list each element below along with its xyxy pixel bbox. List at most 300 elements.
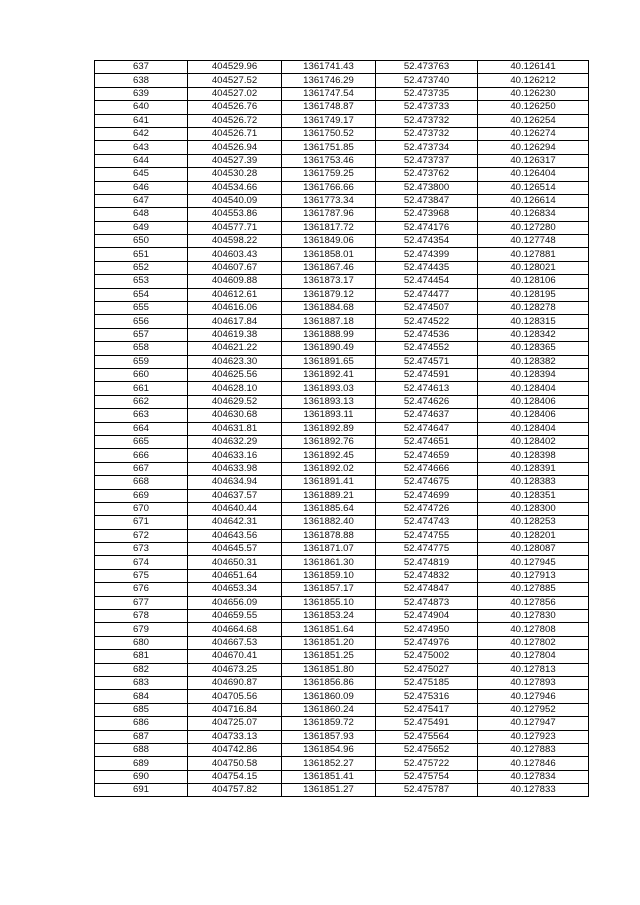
table-cell: 404630.68 xyxy=(188,409,282,422)
table-row xyxy=(95,114,589,127)
table-cell: 1361891.41 xyxy=(282,476,376,489)
table-cell: 1361858.01 xyxy=(282,248,376,261)
table-cell: 1361893.03 xyxy=(282,382,376,395)
table-cell: 1361851.25 xyxy=(282,650,376,663)
table-cell: 404526.72 xyxy=(188,114,282,127)
table-cell: 685 xyxy=(95,703,188,716)
coordinates-table xyxy=(94,60,589,797)
table-cell: 651 xyxy=(95,248,188,261)
table-cell: 1361857.17 xyxy=(282,583,376,596)
table-cell: 40.128253 xyxy=(478,516,589,529)
table-cell: 404667.53 xyxy=(188,636,282,649)
table-cell: 52.473734 xyxy=(376,141,478,154)
table-cell: 404725.07 xyxy=(188,717,282,730)
table-cell: 404634.94 xyxy=(188,476,282,489)
table-cell: 1361851.64 xyxy=(282,623,376,636)
table-row xyxy=(95,181,589,194)
table-cell: 1361747.54 xyxy=(282,87,376,100)
table-cell: 40.127808 xyxy=(478,623,589,636)
table-cell: 641 xyxy=(95,114,188,127)
table-cell: 1361854.96 xyxy=(282,743,376,756)
table-cell: 404670.41 xyxy=(188,650,282,663)
table-row xyxy=(95,342,589,355)
table-row xyxy=(95,743,589,756)
table-row xyxy=(95,610,589,623)
table-row xyxy=(95,690,589,703)
table-cell: 637 xyxy=(95,61,188,74)
table-cell: 1361851.80 xyxy=(282,663,376,676)
table-cell: 404673.25 xyxy=(188,663,282,676)
table-cell: 1361892.89 xyxy=(282,422,376,435)
table-cell: 40.126294 xyxy=(478,141,589,154)
table-cell: 679 xyxy=(95,623,188,636)
table-row xyxy=(95,61,589,74)
table-cell: 52.474666 xyxy=(376,462,478,475)
table-cell: 40.128406 xyxy=(478,395,589,408)
table-cell: 1361867.46 xyxy=(282,261,376,274)
table-cell: 404623.30 xyxy=(188,355,282,368)
table-cell: 40.128365 xyxy=(478,342,589,355)
table-cell: 1361892.45 xyxy=(282,449,376,462)
table-cell: 672 xyxy=(95,529,188,542)
table-cell: 657 xyxy=(95,328,188,341)
table-cell: 655 xyxy=(95,302,188,315)
table-cell: 404540.09 xyxy=(188,194,282,207)
table-cell: 52.473763 xyxy=(376,61,478,74)
table-cell: 404527.52 xyxy=(188,74,282,87)
table-row xyxy=(95,168,589,181)
table-row xyxy=(95,275,589,288)
table-cell: 52.474651 xyxy=(376,435,478,448)
table-cell: 52.474726 xyxy=(376,502,478,515)
table-cell: 52.475491 xyxy=(376,717,478,730)
table-cell: 40.127946 xyxy=(478,690,589,703)
table-cell: 648 xyxy=(95,208,188,221)
table-row xyxy=(95,368,589,381)
table-cell: 1361746.29 xyxy=(282,74,376,87)
table-row xyxy=(95,583,589,596)
table-cell: 52.474950 xyxy=(376,623,478,636)
table-cell: 670 xyxy=(95,502,188,515)
table-cell: 52.474904 xyxy=(376,610,478,623)
coordinates-table-body xyxy=(95,61,589,797)
table-cell: 645 xyxy=(95,168,188,181)
table-cell: 40.128391 xyxy=(478,462,589,475)
table-cell: 404653.34 xyxy=(188,583,282,596)
table-cell: 52.474435 xyxy=(376,261,478,274)
table-cell: 404659.55 xyxy=(188,610,282,623)
table-cell: 675 xyxy=(95,569,188,582)
table-cell: 404656.09 xyxy=(188,596,282,609)
table-cell: 404633.98 xyxy=(188,462,282,475)
table-cell: 404664.68 xyxy=(188,623,282,636)
table-row xyxy=(95,569,589,582)
table-cell: 40.128382 xyxy=(478,355,589,368)
table-cell: 52.474819 xyxy=(376,556,478,569)
table-cell: 40.126141 xyxy=(478,61,589,74)
table-cell: 682 xyxy=(95,663,188,676)
table-row xyxy=(95,141,589,154)
table-cell: 1361878.88 xyxy=(282,529,376,542)
table-cell: 660 xyxy=(95,368,188,381)
table-cell: 404603.43 xyxy=(188,248,282,261)
table-cell: 52.475564 xyxy=(376,730,478,743)
table-cell: 646 xyxy=(95,181,188,194)
table-row xyxy=(95,516,589,529)
table-cell: 678 xyxy=(95,610,188,623)
table-cell: 52.474699 xyxy=(376,489,478,502)
table-row xyxy=(95,382,589,395)
table-cell: 40.128402 xyxy=(478,435,589,448)
table-row xyxy=(95,596,589,609)
table-row xyxy=(95,302,589,315)
table-cell: 52.474626 xyxy=(376,395,478,408)
table-row xyxy=(95,757,589,770)
table-cell: 1361753.46 xyxy=(282,154,376,167)
table-cell: 644 xyxy=(95,154,188,167)
table-cell: 40.128383 xyxy=(478,476,589,489)
table-cell: 404642.31 xyxy=(188,516,282,529)
table-cell: 686 xyxy=(95,717,188,730)
table-cell: 40.127883 xyxy=(478,743,589,756)
table-cell: 673 xyxy=(95,543,188,556)
table-cell: 404643.56 xyxy=(188,529,282,542)
table-cell: 40.128406 xyxy=(478,409,589,422)
table-cell: 1361882.40 xyxy=(282,516,376,529)
table-cell: 52.473737 xyxy=(376,154,478,167)
table-cell: 52.474613 xyxy=(376,382,478,395)
table-cell: 1361893.13 xyxy=(282,395,376,408)
table-cell: 665 xyxy=(95,435,188,448)
table-cell: 40.128398 xyxy=(478,449,589,462)
table-cell: 40.126404 xyxy=(478,168,589,181)
table-row xyxy=(95,529,589,542)
table-cell: 40.127893 xyxy=(478,676,589,689)
table-cell: 1361817.72 xyxy=(282,221,376,234)
table-cell: 40.126250 xyxy=(478,101,589,114)
table-cell: 653 xyxy=(95,275,188,288)
table-cell: 52.474507 xyxy=(376,302,478,315)
table-cell: 52.473732 xyxy=(376,127,478,140)
table-row xyxy=(95,261,589,274)
table-cell: 52.474847 xyxy=(376,583,478,596)
table-cell: 404619.38 xyxy=(188,328,282,341)
table-cell: 40.127913 xyxy=(478,569,589,582)
table-cell: 1361889.21 xyxy=(282,489,376,502)
table-cell: 40.126834 xyxy=(478,208,589,221)
table-cell: 52.473732 xyxy=(376,114,478,127)
table-cell: 404705.56 xyxy=(188,690,282,703)
table-cell: 1361879.12 xyxy=(282,288,376,301)
table-cell: 680 xyxy=(95,636,188,649)
table-row xyxy=(95,543,589,556)
table-cell: 52.474873 xyxy=(376,596,478,609)
table-cell: 1361891.65 xyxy=(282,355,376,368)
table-cell: 40.128106 xyxy=(478,275,589,288)
table-cell: 52.474659 xyxy=(376,449,478,462)
table-cell: 658 xyxy=(95,342,188,355)
table-cell: 52.474591 xyxy=(376,368,478,381)
table-row xyxy=(95,476,589,489)
table-cell: 40.127802 xyxy=(478,636,589,649)
table-cell: 52.475417 xyxy=(376,703,478,716)
table-cell: 52.474176 xyxy=(376,221,478,234)
table-cell: 404529.96 xyxy=(188,61,282,74)
table-cell: 40.127947 xyxy=(478,717,589,730)
table-cell: 404534.66 xyxy=(188,181,282,194)
table-cell: 404690.87 xyxy=(188,676,282,689)
table-cell: 666 xyxy=(95,449,188,462)
table-cell: 52.473800 xyxy=(376,181,478,194)
table-cell: 1361857.93 xyxy=(282,730,376,743)
table-cell: 52.474637 xyxy=(376,409,478,422)
table-cell: 647 xyxy=(95,194,188,207)
table-row xyxy=(95,248,589,261)
table-cell: 688 xyxy=(95,743,188,756)
table-cell: 52.474832 xyxy=(376,569,478,582)
table-cell: 1361787.96 xyxy=(282,208,376,221)
table-cell: 1361851.20 xyxy=(282,636,376,649)
table-row xyxy=(95,315,589,328)
table-cell: 683 xyxy=(95,676,188,689)
table-row xyxy=(95,194,589,207)
table-row xyxy=(95,663,589,676)
table-cell: 40.127813 xyxy=(478,663,589,676)
table-cell: 1361887.18 xyxy=(282,315,376,328)
table-cell: 404612.61 xyxy=(188,288,282,301)
table-cell: 40.128315 xyxy=(478,315,589,328)
table-row xyxy=(95,101,589,114)
table-cell: 669 xyxy=(95,489,188,502)
table-cell: 40.127923 xyxy=(478,730,589,743)
table-cell: 40.127833 xyxy=(478,784,589,797)
table-cell: 1361871.07 xyxy=(282,543,376,556)
table-cell: 1361859.72 xyxy=(282,717,376,730)
table-cell: 40.127280 xyxy=(478,221,589,234)
table-cell: 643 xyxy=(95,141,188,154)
table-cell: 663 xyxy=(95,409,188,422)
table-cell: 52.473968 xyxy=(376,208,478,221)
table-cell: 1361861.30 xyxy=(282,556,376,569)
table-cell: 404757.82 xyxy=(188,784,282,797)
table-cell: 1361855.10 xyxy=(282,596,376,609)
table-cell: 1361885.64 xyxy=(282,502,376,515)
table-cell: 52.473733 xyxy=(376,101,478,114)
table-cell: 40.127748 xyxy=(478,235,589,248)
table-row xyxy=(95,221,589,234)
table-cell: 650 xyxy=(95,235,188,248)
table-cell: 1361852.27 xyxy=(282,757,376,770)
table-cell: 40.128342 xyxy=(478,328,589,341)
table-cell: 52.474775 xyxy=(376,543,478,556)
table-cell: 40.128278 xyxy=(478,302,589,315)
table-cell: 52.473740 xyxy=(376,74,478,87)
table-row xyxy=(95,462,589,475)
table-row xyxy=(95,288,589,301)
table-cell: 668 xyxy=(95,476,188,489)
table-cell: 40.127856 xyxy=(478,596,589,609)
table-cell: 404650.31 xyxy=(188,556,282,569)
table-cell: 52.474755 xyxy=(376,529,478,542)
table-row xyxy=(95,770,589,783)
table-row xyxy=(95,489,589,502)
table-cell: 40.128201 xyxy=(478,529,589,542)
table-cell: 659 xyxy=(95,355,188,368)
table-cell: 404553.86 xyxy=(188,208,282,221)
table-cell: 671 xyxy=(95,516,188,529)
table-cell: 52.474976 xyxy=(376,636,478,649)
table-cell: 52.475002 xyxy=(376,650,478,663)
table-cell: 1361860.24 xyxy=(282,703,376,716)
table-cell: 1361851.41 xyxy=(282,770,376,783)
table-cell: 640 xyxy=(95,101,188,114)
table-cell: 404637.57 xyxy=(188,489,282,502)
table-cell: 1361773.34 xyxy=(282,194,376,207)
table-cell: 40.126254 xyxy=(478,114,589,127)
table-cell: 404577.71 xyxy=(188,221,282,234)
table-cell: 40.128404 xyxy=(478,382,589,395)
table-row xyxy=(95,409,589,422)
table-cell: 1361766.66 xyxy=(282,181,376,194)
table-cell: 662 xyxy=(95,395,188,408)
table-cell: 52.475722 xyxy=(376,757,478,770)
table-cell: 40.127881 xyxy=(478,248,589,261)
table-cell: 404742.86 xyxy=(188,743,282,756)
table-cell: 52.475316 xyxy=(376,690,478,703)
table-cell: 404617.84 xyxy=(188,315,282,328)
table-cell: 404526.94 xyxy=(188,141,282,154)
table-row xyxy=(95,328,589,341)
table-row xyxy=(95,556,589,569)
table-cell: 690 xyxy=(95,770,188,783)
table-cell: 1361884.68 xyxy=(282,302,376,315)
table-cell: 638 xyxy=(95,74,188,87)
table-cell: 52.473735 xyxy=(376,87,478,100)
table-cell: 1361890.49 xyxy=(282,342,376,355)
table-cell: 40.127834 xyxy=(478,770,589,783)
table-row xyxy=(95,355,589,368)
table-cell: 404616.06 xyxy=(188,302,282,315)
table-cell: 40.128087 xyxy=(478,543,589,556)
table-cell: 40.127885 xyxy=(478,583,589,596)
table-cell: 52.473762 xyxy=(376,168,478,181)
table-cell: 667 xyxy=(95,462,188,475)
table-cell: 40.126212 xyxy=(478,74,589,87)
table-cell: 52.474743 xyxy=(376,516,478,529)
table-row xyxy=(95,730,589,743)
table-cell: 656 xyxy=(95,315,188,328)
table-cell: 52.474354 xyxy=(376,235,478,248)
table-cell: 1361759.25 xyxy=(282,168,376,181)
table-row xyxy=(95,636,589,649)
table-cell: 52.474647 xyxy=(376,422,478,435)
table-cell: 52.475185 xyxy=(376,676,478,689)
table-cell: 40.128300 xyxy=(478,502,589,515)
table-cell: 404651.64 xyxy=(188,569,282,582)
table-cell: 52.475754 xyxy=(376,770,478,783)
table-cell: 1361849.06 xyxy=(282,235,376,248)
table-cell: 404527.39 xyxy=(188,154,282,167)
table-cell: 1361748.87 xyxy=(282,101,376,114)
table-cell: 1361856.86 xyxy=(282,676,376,689)
table-cell: 1361851.27 xyxy=(282,784,376,797)
table-cell: 642 xyxy=(95,127,188,140)
table-cell: 691 xyxy=(95,784,188,797)
table-cell: 40.127846 xyxy=(478,757,589,770)
table-row xyxy=(95,435,589,448)
table-cell: 404629.52 xyxy=(188,395,282,408)
table-cell: 677 xyxy=(95,596,188,609)
table-row xyxy=(95,623,589,636)
table-cell: 687 xyxy=(95,730,188,743)
table-cell: 674 xyxy=(95,556,188,569)
table-cell: 40.127945 xyxy=(478,556,589,569)
table-cell: 40.128021 xyxy=(478,261,589,274)
table-cell: 52.474477 xyxy=(376,288,478,301)
table-cell: 52.473847 xyxy=(376,194,478,207)
table-cell: 404527.02 xyxy=(188,87,282,100)
table-cell: 40.126514 xyxy=(478,181,589,194)
table-cell: 1361893.11 xyxy=(282,409,376,422)
table-cell: 681 xyxy=(95,650,188,663)
table-cell: 1361751.85 xyxy=(282,141,376,154)
table-cell: 1361749.17 xyxy=(282,114,376,127)
table-cell: 404632.29 xyxy=(188,435,282,448)
table-cell: 1361853.24 xyxy=(282,610,376,623)
table-cell: 40.126614 xyxy=(478,194,589,207)
table-cell: 661 xyxy=(95,382,188,395)
table-row xyxy=(95,650,589,663)
table-cell: 1361859.10 xyxy=(282,569,376,582)
table-cell: 52.474552 xyxy=(376,342,478,355)
table-cell: 404645.57 xyxy=(188,543,282,556)
table-row xyxy=(95,395,589,408)
table-cell: 52.475027 xyxy=(376,663,478,676)
table-cell: 1361888.99 xyxy=(282,328,376,341)
table-cell: 676 xyxy=(95,583,188,596)
table-row xyxy=(95,703,589,716)
table-row xyxy=(95,676,589,689)
table-cell: 40.128351 xyxy=(478,489,589,502)
table-cell: 404754.15 xyxy=(188,770,282,783)
table-cell: 639 xyxy=(95,87,188,100)
table-row xyxy=(95,87,589,100)
table-cell: 52.474536 xyxy=(376,328,478,341)
table-cell: 40.127830 xyxy=(478,610,589,623)
table-cell: 40.126274 xyxy=(478,127,589,140)
table-cell: 649 xyxy=(95,221,188,234)
table-cell: 404633.16 xyxy=(188,449,282,462)
table-cell: 52.474571 xyxy=(376,355,478,368)
table-cell: 404607.67 xyxy=(188,261,282,274)
table-cell: 52.474675 xyxy=(376,476,478,489)
table-row xyxy=(95,422,589,435)
table-cell: 404621.22 xyxy=(188,342,282,355)
table-row xyxy=(95,154,589,167)
table-cell: 40.126317 xyxy=(478,154,589,167)
table-cell: 684 xyxy=(95,690,188,703)
table-cell: 1361892.02 xyxy=(282,462,376,475)
table-cell: 52.475787 xyxy=(376,784,478,797)
table-cell: 40.128404 xyxy=(478,422,589,435)
table-row xyxy=(95,127,589,140)
table-cell: 404609.88 xyxy=(188,275,282,288)
table-cell: 404640.44 xyxy=(188,502,282,515)
table-row xyxy=(95,449,589,462)
table-cell: 52.474399 xyxy=(376,248,478,261)
table-cell: 404628.10 xyxy=(188,382,282,395)
table-cell: 652 xyxy=(95,261,188,274)
